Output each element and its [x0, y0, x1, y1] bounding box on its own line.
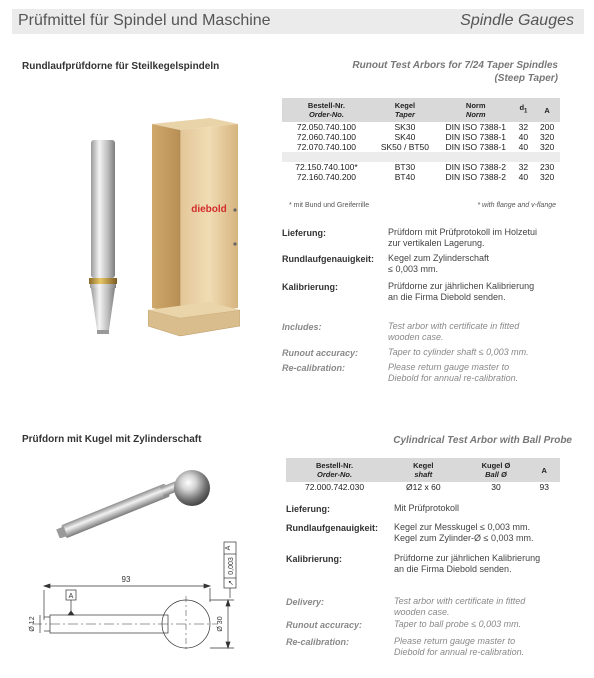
order-table-2	[286, 458, 560, 492]
spec-label: Rundlaufgenauigkeit:	[286, 523, 378, 533]
order-table-1	[282, 98, 560, 182]
col-taper: Kegel Taper	[371, 98, 439, 122]
spec-label: Lieferung:	[286, 504, 330, 514]
col-order-no: Bestell-Nr. Order-No.	[286, 458, 383, 482]
table-cell: 320	[540, 132, 555, 142]
col-order-no: Bestell-Nr. Order-No.	[282, 98, 371, 122]
section2-title-en: Cylindrical Test Arbor with Ball Probe	[393, 435, 572, 446]
table-cell: DIN ISO 7388-2	[445, 172, 506, 182]
table-cell: DIN ISO 7388-1	[445, 122, 506, 132]
steep-taper-arbor-image	[78, 138, 128, 338]
spec-value: Kegel zur Messkugel ≤ 0,003 mm. Kegel zum Zylinder-Ø ≤ 0,003 mm.	[394, 522, 534, 543]
table-cell: DIN ISO 7388-1	[445, 142, 506, 152]
spec-value-en: Please return gauge master to Diebold for annual re-calibration.	[388, 362, 519, 383]
spec-value-en: Test arbor with certificate in fitted wooden case.	[394, 596, 526, 617]
spec-value: Prüfdorne zur jährlichen Kalibrierung an die Firma Diebold senden.	[394, 553, 541, 574]
table-cell: DIN ISO 7388-1	[445, 132, 506, 142]
table-cell: 320	[540, 142, 555, 152]
table-cell: 230	[540, 162, 555, 172]
table-cell: 32	[518, 122, 529, 132]
spec-value-en: Test arbor with certificate in fitted wooden case.	[388, 321, 520, 342]
dim-ball-dia: Ø 30	[217, 616, 224, 632]
table-cell: 72.060.740.100	[296, 132, 357, 142]
dim-shaft-dia: Ø 12	[29, 616, 36, 632]
header-title-de: Prüfmittel für Spindel und Maschine	[18, 12, 271, 29]
dim-length: 93	[121, 575, 131, 584]
spec-value: Mit Prüfprotokoll	[394, 503, 460, 513]
runout-icon: ↗	[227, 580, 235, 586]
table-cell: SK40	[394, 132, 416, 142]
table-cell: 32	[518, 162, 529, 172]
footnote-en: * with flange and v-flange	[477, 202, 556, 209]
table-cell: 40	[518, 172, 529, 182]
spec-label-en: Re-calibration:	[282, 363, 346, 373]
col-shaft: Kegel shaft	[383, 458, 463, 482]
table-row	[282, 132, 560, 142]
spec-label-en: Runout accuracy:	[282, 348, 359, 358]
col-a: A	[528, 458, 560, 482]
spec-label-en: Re-calibration:	[286, 637, 350, 647]
table-row	[282, 122, 560, 132]
ball-probe-arbor-image	[50, 468, 220, 538]
tolerance-value: 0,003	[228, 557, 235, 575]
spec-label-en: Delivery:	[286, 597, 325, 607]
spec-label: Rundlaufgenauigkeit:	[282, 254, 374, 264]
spec-label-en: Includes:	[282, 322, 322, 332]
table-spacer-row	[282, 152, 560, 162]
footnote-de: * mit Bund und Greiferrille	[289, 202, 370, 209]
col-norm: Norm Norm	[439, 98, 513, 122]
spec-label: Kalibrierung:	[282, 282, 339, 292]
spec-value: Prüfdorne zur jährlichen Kalibrierung an die Firma Diebold senden.	[388, 281, 535, 302]
table-cell: 72.150.740.100*	[295, 162, 358, 172]
table-cell: BT40	[394, 172, 416, 182]
table-cell: SK50 / BT50	[380, 142, 430, 152]
col-ball-dia: Kugel Ø Ball Ø	[464, 458, 529, 482]
technical-drawing	[22, 540, 252, 670]
spec-value-en: Taper to ball probe ≤ 0,003 mm.	[394, 619, 522, 629]
table-row	[282, 142, 560, 152]
table-row	[286, 482, 560, 492]
table-cell: 200	[540, 122, 555, 132]
datum-label: A	[68, 593, 74, 600]
spec-label: Lieferung:	[282, 228, 326, 238]
table-cell: 72.160.740.200	[296, 172, 357, 182]
tolerance-datum: A	[225, 545, 232, 551]
header-title-en: Spindle Gauges	[460, 12, 574, 29]
spec-value: Prüfdorn mit Prüfprotokoll im Holzetui zur vertikalen Lagerung.	[388, 227, 538, 248]
table-cell: 72.000.742.030	[304, 482, 365, 492]
spec-label-en: Runout accuracy:	[286, 620, 363, 630]
spec-label: Kalibrierung:	[286, 554, 343, 564]
table-cell: 93	[539, 482, 549, 492]
spec-value: Kegel zum Zylinderschaft ≤ 0,003 mm.	[388, 253, 490, 274]
table-cell: 40	[518, 132, 529, 142]
table-cell: SK30	[394, 122, 416, 132]
table-cell: Ø12 x 60	[406, 482, 441, 492]
table-row	[282, 172, 560, 182]
table-cell: DIN ISO 7388-2	[445, 162, 506, 172]
wooden-case-image	[148, 114, 240, 342]
diebold-logo: diebold	[191, 204, 227, 215]
table-cell: BT30	[394, 162, 416, 172]
col-a: A	[534, 98, 560, 122]
col-d1: $d_1$	[513, 98, 535, 122]
table-cell: 320	[540, 172, 555, 182]
section2-title-de: Prüfdorn mit Kugel mit Zylinderschaft	[22, 434, 202, 445]
table-row	[282, 162, 560, 172]
table-cell: 72.050.740.100	[296, 122, 357, 132]
spec-value-en: Taper to cylinder shaft ≤ 0,003 mm.	[388, 347, 529, 357]
section1-title-de: Rundlaufprüfdorne für Steilkegelspindeln	[22, 61, 220, 72]
table-cell: 72.070.740.100	[296, 142, 357, 152]
section1-title-en: Runout Test Arbors for 7/24 Taper Spindles (Steep Taper)	[352, 60, 558, 84]
table-cell: 40	[518, 142, 529, 152]
page-header	[12, 9, 584, 34]
table-cell: 30	[491, 482, 501, 492]
spec-value-en: Please return gauge master to Diebold for annual re-calibration.	[394, 636, 525, 657]
